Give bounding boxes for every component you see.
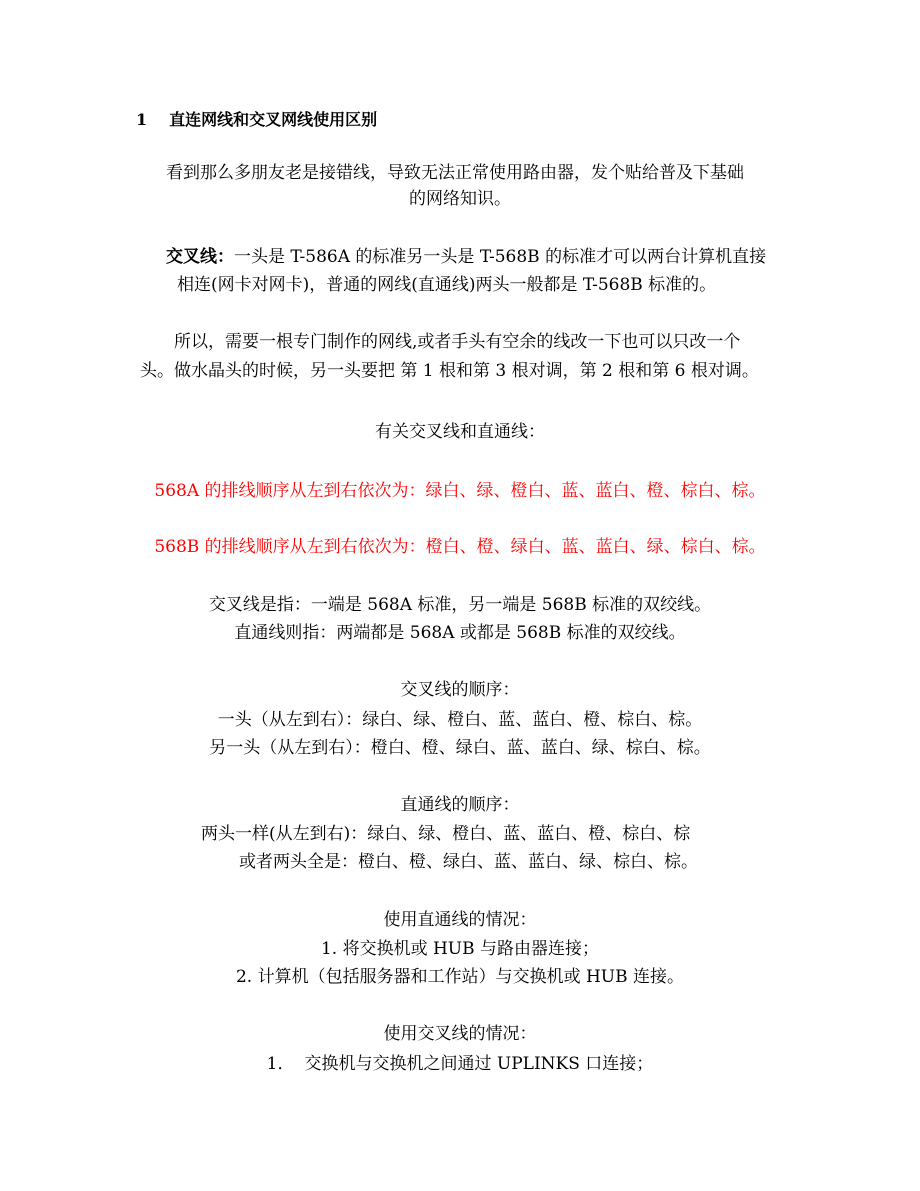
straight-definition: 直通线则指：两端都是 568A 或都是 568B 标准的双绞线。 [234, 623, 686, 643]
section-title: 直连网线和交叉网线使用区别 [169, 110, 378, 129]
section-number: 1 [136, 110, 148, 129]
crossover-usage-title: 使用交叉线的情况： [383, 1024, 537, 1044]
straight-usage-item-1: 1. 将交换机或 HUB 与路由器连接； [320, 939, 600, 959]
crossover-usage-item-number: 1． [266, 1054, 295, 1074]
crossover-order-end2: 另一头（从左到右）：橙白、橙、绿白、蓝、蓝白、绿、棕白、棕。 [209, 738, 711, 758]
straight-order-title: 直通线的顺序： [400, 795, 520, 815]
crossover-definition: 交叉线是指：一端是 568A 标准，另一端是 568B 标准的双绞线。 [208, 595, 712, 615]
therefore-line-1: 所以，需要一根专门制作的网线,或者手头有空余的线改一下也可以只改一个 [174, 332, 741, 352]
crossover-definition-text: 一头是 T-586A 的标准另一头是 T-568B 的标准才可以两台计算机直接 [234, 247, 767, 267]
straight-order-line-1: 两头一样(从左到右)：绿白、绿、橙白、蓝、蓝白、橙、棕白、棕 [201, 824, 691, 844]
intro-line-1: 看到那么多朋友老是接错线，导致无法正常使用路由器，发个贴给普及下基础 [166, 163, 744, 183]
crossover-definition-line-2: 相连(网卡对网卡)，普通的网线(直通线)两头一般都是 T-568B 标准的。 [177, 275, 717, 295]
straight-order-line-2: 或者两头全是：橙白、橙、绿白、蓝、蓝白、绿、棕白、棕。 [239, 852, 698, 872]
about-title: 有关交叉线和直通线： [375, 422, 545, 442]
crossover-usage-item-text: 交换机与交换机之间通过 UPLINKS 口连接； [304, 1054, 654, 1074]
section-heading [136, 109, 377, 131]
straight-usage-title: 使用直通线的情况： [383, 910, 537, 930]
order-568a: 568A 的排线顺序从左到右依次为：绿白、绿、橙白、蓝、蓝白、橙、棕白、棕。 [154, 481, 766, 501]
crossover-definition-line-1 [166, 246, 766, 268]
crossover-order-end1: 一头（从左到右）：绿白、绿、橙白、蓝、蓝白、橙、棕白、棕。 [217, 710, 703, 730]
order-568b: 568B 的排线顺序从左到右依次为：橙白、橙、绿白、蓝、蓝白、绿、棕白、棕。 [154, 537, 766, 557]
intro-line-2: 的网络知识。 [409, 189, 511, 209]
crossover-order-title: 交叉线的顺序： [400, 680, 520, 700]
therefore-line-2: 头。做水晶头的时候，另一头要把 第 1 根和第 3 根对调，第 2 根和第 6 根对调。 [140, 361, 759, 381]
crossover-label: 交叉线： [166, 247, 234, 267]
straight-usage-item-2: 2. 计算机（包括服务器和工作站）与交换机或 HUB 连接。 [235, 967, 685, 987]
crossover-usage-item-1 [0, 1053, 920, 1075]
